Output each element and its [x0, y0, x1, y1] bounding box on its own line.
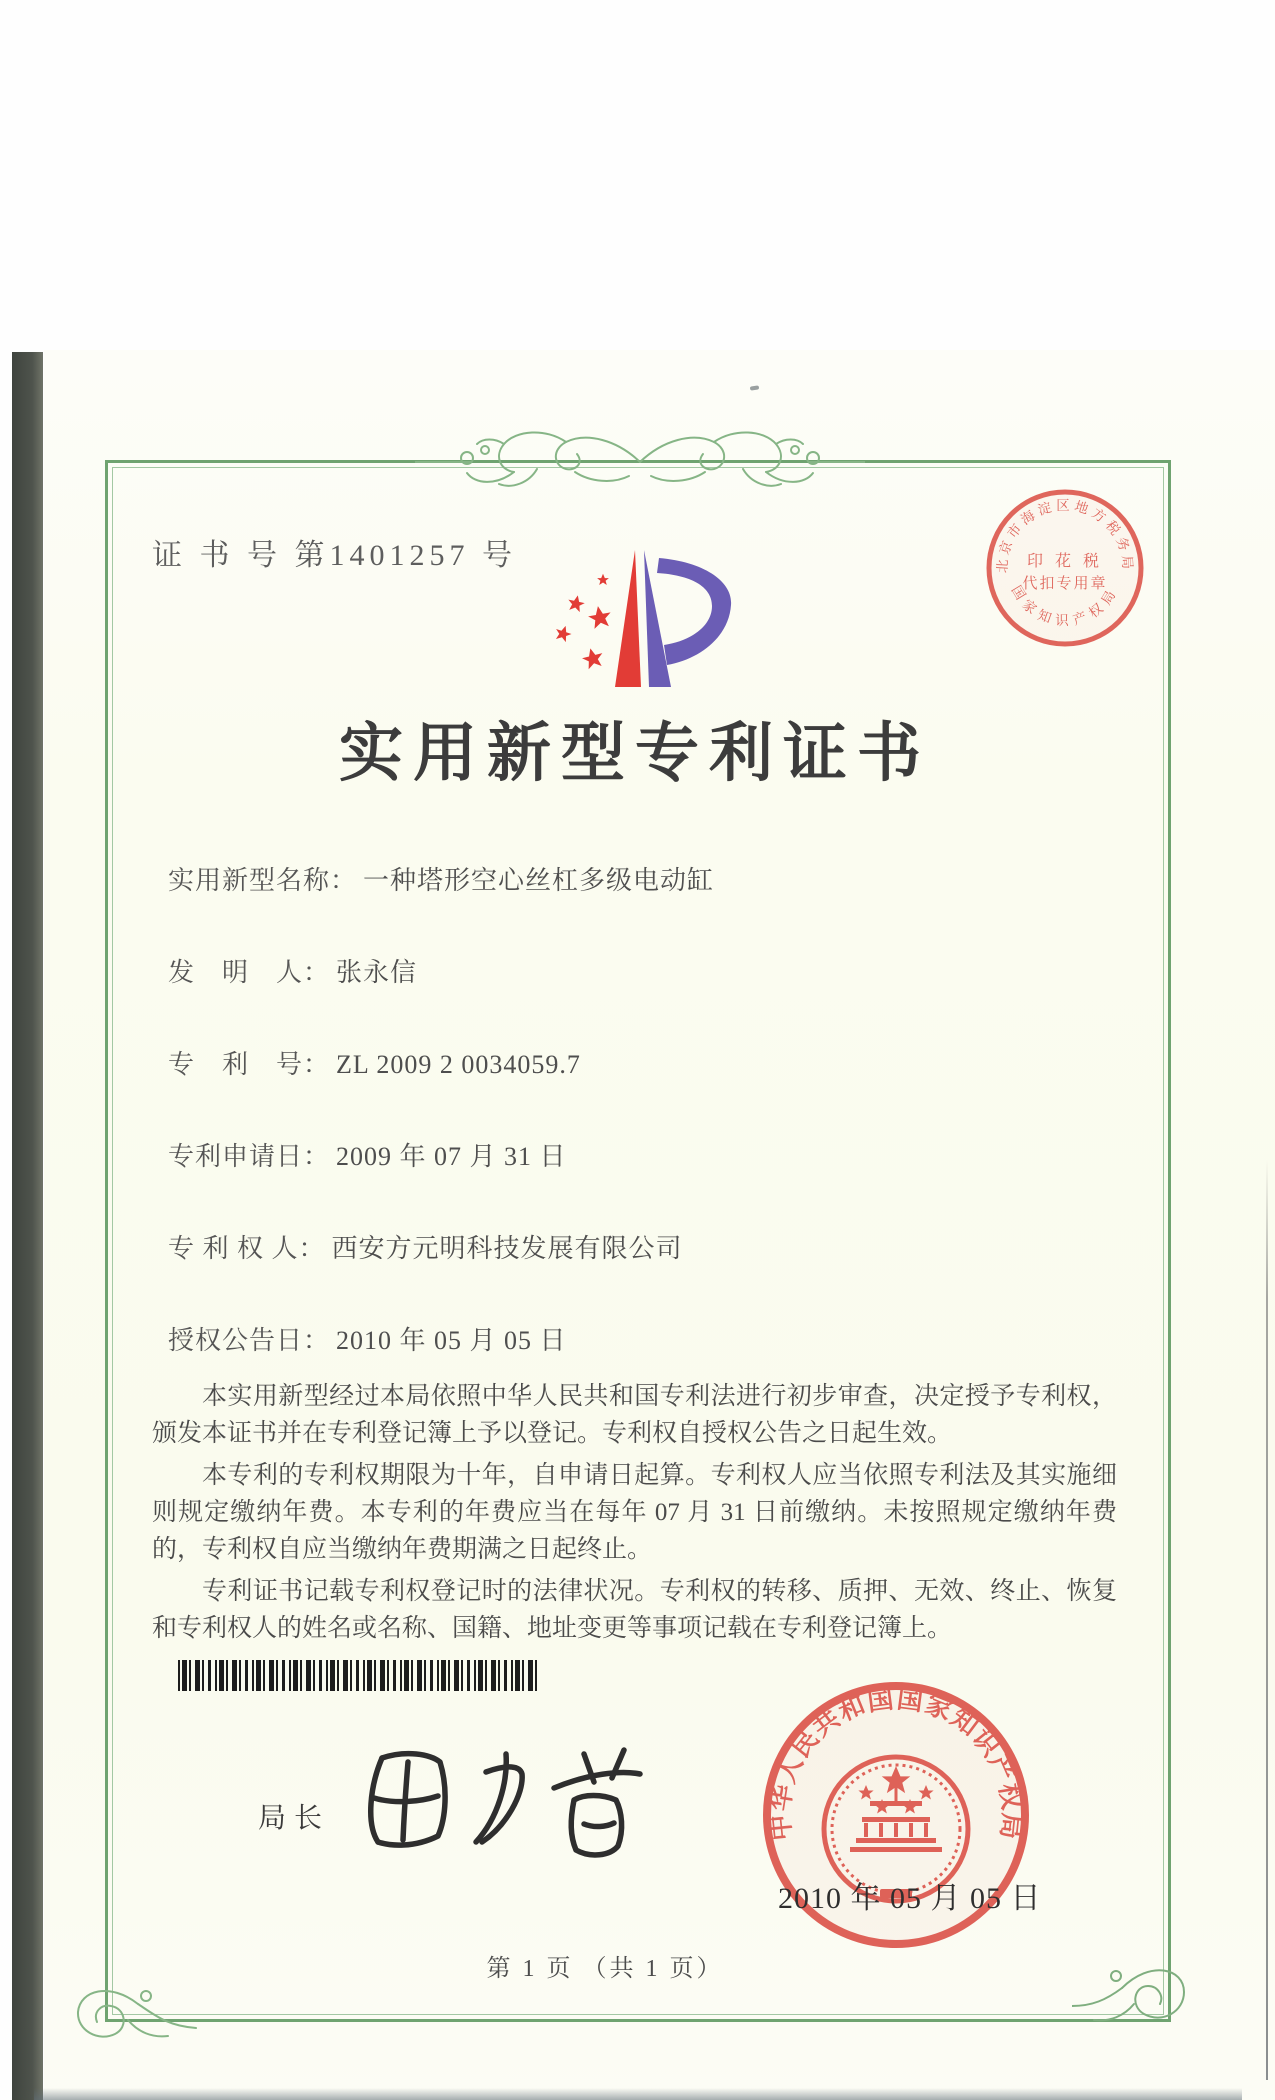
page-edge-right — [1266, 1160, 1268, 2080]
page-number-footer: 第 1 页 （共 1 页） — [486, 1956, 724, 1982]
field-label: 发 明 人： — [168, 958, 331, 987]
tax-stamp — [977, 480, 1153, 656]
logo-stars — [553, 574, 613, 670]
field-row-inventor — [168, 952, 417, 989]
cnipa-seal-arc-text: 中华人民共和国国家知识产权局 — [765, 1684, 1027, 1842]
field-value: 2010 年 05 月 05 日 — [336, 1326, 567, 1355]
book-spine-shadow — [12, 352, 43, 2100]
tax-stamp-center-line2: 代扣专用章 — [1022, 576, 1108, 592]
director-signature — [348, 1742, 643, 1870]
grant-publication-date: 2010 年 05 月 05 日 — [778, 1882, 1042, 1915]
logo-purple-p — [644, 550, 731, 687]
logo-red-spike — [615, 550, 641, 687]
legal-paragraph-3: 专利证书记载专利权登记时的法律状况。专利权的转移、质押、无效、终止、恢复和专利权人的姓名或名称、国籍、地址变更等事项记载在专利登记簿上。 — [152, 1578, 1117, 1642]
tax-stamp-center-line1: 印 花 税 — [1026, 553, 1104, 570]
certificate-title: 实用新型专利证书 — [339, 718, 931, 789]
field-row-filing-date — [168, 1136, 567, 1173]
tax-stamp-arc-bottom-text: 国家知识产权局 — [1008, 582, 1122, 629]
field-row-patentee — [168, 1228, 683, 1265]
field-value: 西安方元明科技发展有限公司 — [331, 1234, 683, 1263]
tax-stamp-arc-top-text: 北京市海淀区地方税务局 — [994, 497, 1136, 574]
floral-ornament-bottom-left — [68, 1976, 203, 2046]
field-row-patent-number — [168, 1044, 581, 1081]
director-label: 局长 — [258, 1803, 331, 1834]
barcode — [178, 1660, 540, 1691]
legal-paragraph-2: 本专利的专利权期限为十年，自申请日起算。专利权人应当依照专利法及其实施细则规定缴纳年费。本专利的年费应当在每年 07 月 31 日前缴纳。未按照规定缴纳年费的，专利权自应当缴纳年费期满之日起终止。 — [152, 1462, 1117, 1563]
field-row-grant-date — [168, 1320, 567, 1357]
dragon-ornament-top — [415, 420, 865, 505]
field-row-utility-model-name — [168, 860, 714, 897]
field-label: 专利申请日： — [168, 1142, 331, 1171]
field-value: ZL 2009 2 0034059.7 — [336, 1050, 581, 1079]
legal-text-block — [152, 1378, 1117, 1652]
field-label: 专 利 权 人： — [168, 1234, 326, 1263]
field-label: 专 利 号： — [168, 1050, 331, 1079]
field-value: 2009 年 07 月 31 日 — [336, 1142, 567, 1171]
cnipa-logo — [545, 542, 745, 694]
page-edge-bottom — [34, 2088, 1242, 2100]
certificate-number: 证 书 号 第1401257 号 — [152, 539, 517, 572]
field-label: 实用新型名称： — [168, 866, 358, 895]
field-label: 授权公告日： — [168, 1326, 331, 1355]
field-value: 张永信 — [336, 958, 418, 987]
field-value: 一种塔形空心丝杠多级电动缸 — [363, 866, 715, 895]
legal-paragraph-1: 本实用新型经过本局依照中华人民共和国专利法进行初步审查，决定授予专利权，颁发本证书并在专利登记簿上予以登记。专利权自授权公告之日起生效。 — [152, 1383, 1117, 1447]
